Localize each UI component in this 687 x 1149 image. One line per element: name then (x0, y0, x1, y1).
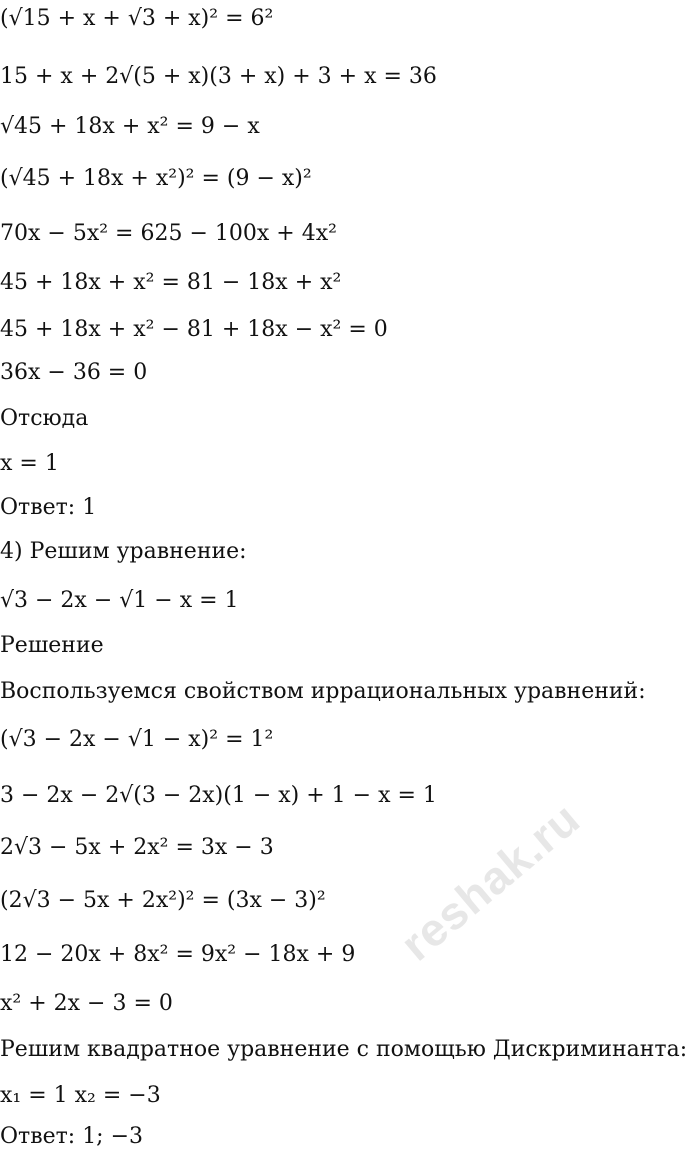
equation-line-16: x² + 2x − 3 = 0 (0, 991, 173, 1016)
equation-line-10: √3 − 2x − √1 − x = 1 (0, 588, 239, 613)
answer-2: Ответ: 1; −3 (0, 1124, 144, 1149)
equation-line-3: √45 + 18x + x² = 9 − x (0, 114, 260, 139)
task-title: 4) Решим уравнение: (0, 539, 247, 564)
method-note: Воспользуемся свойством иррациональных уравнений: (0, 679, 646, 704)
reshak-watermark: reshak.ru (390, 791, 590, 971)
discriminant-note: Решим квадратное уравнение с помощью Дискриминанта: (0, 1037, 687, 1062)
equation-line-11: (√3 − 2x − √1 − x)² = 1² (0, 727, 274, 752)
text-otsyuda: Отсюда (0, 406, 89, 431)
equation-line-13: 2√3 − 5x + 2x² = 3x − 3 (0, 835, 274, 860)
solution-title: Решение (0, 633, 104, 658)
equation-line-14: (2√3 − 5x + 2x²)² = (3x − 3)² (0, 888, 326, 913)
equation-line-2: 15 + x + 2√(5 + x)(3 + x) + 3 + x = 36 (0, 64, 437, 89)
answer-1: Ответ: 1 (0, 495, 97, 520)
equation-line-15: 12 − 20x + 8x² = 9x² − 18x + 9 (0, 942, 356, 967)
roots-line: x₁ = 1 x₂ = −3 (0, 1083, 161, 1108)
equation-line-12: 3 − 2x − 2√(3 − 2x)(1 − x) + 1 − x = 1 (0, 783, 437, 808)
equation-line-9: x = 1 (0, 451, 59, 476)
equation-line-7: 45 + 18x + x² − 81 + 18x − x² = 0 (0, 317, 388, 342)
equation-line-6: 45 + 18x + x² = 81 − 18x + x² (0, 270, 342, 295)
equation-line-8: 36x − 36 = 0 (0, 360, 148, 385)
equation-line-1: (√15 + x + √3 + x)² = 6² (0, 6, 274, 31)
equation-line-4: (√45 + 18x + x²)² = (9 − x)² (0, 166, 312, 191)
equation-line-5: 70x − 5x² = 625 − 100x + 4x² (0, 221, 337, 246)
